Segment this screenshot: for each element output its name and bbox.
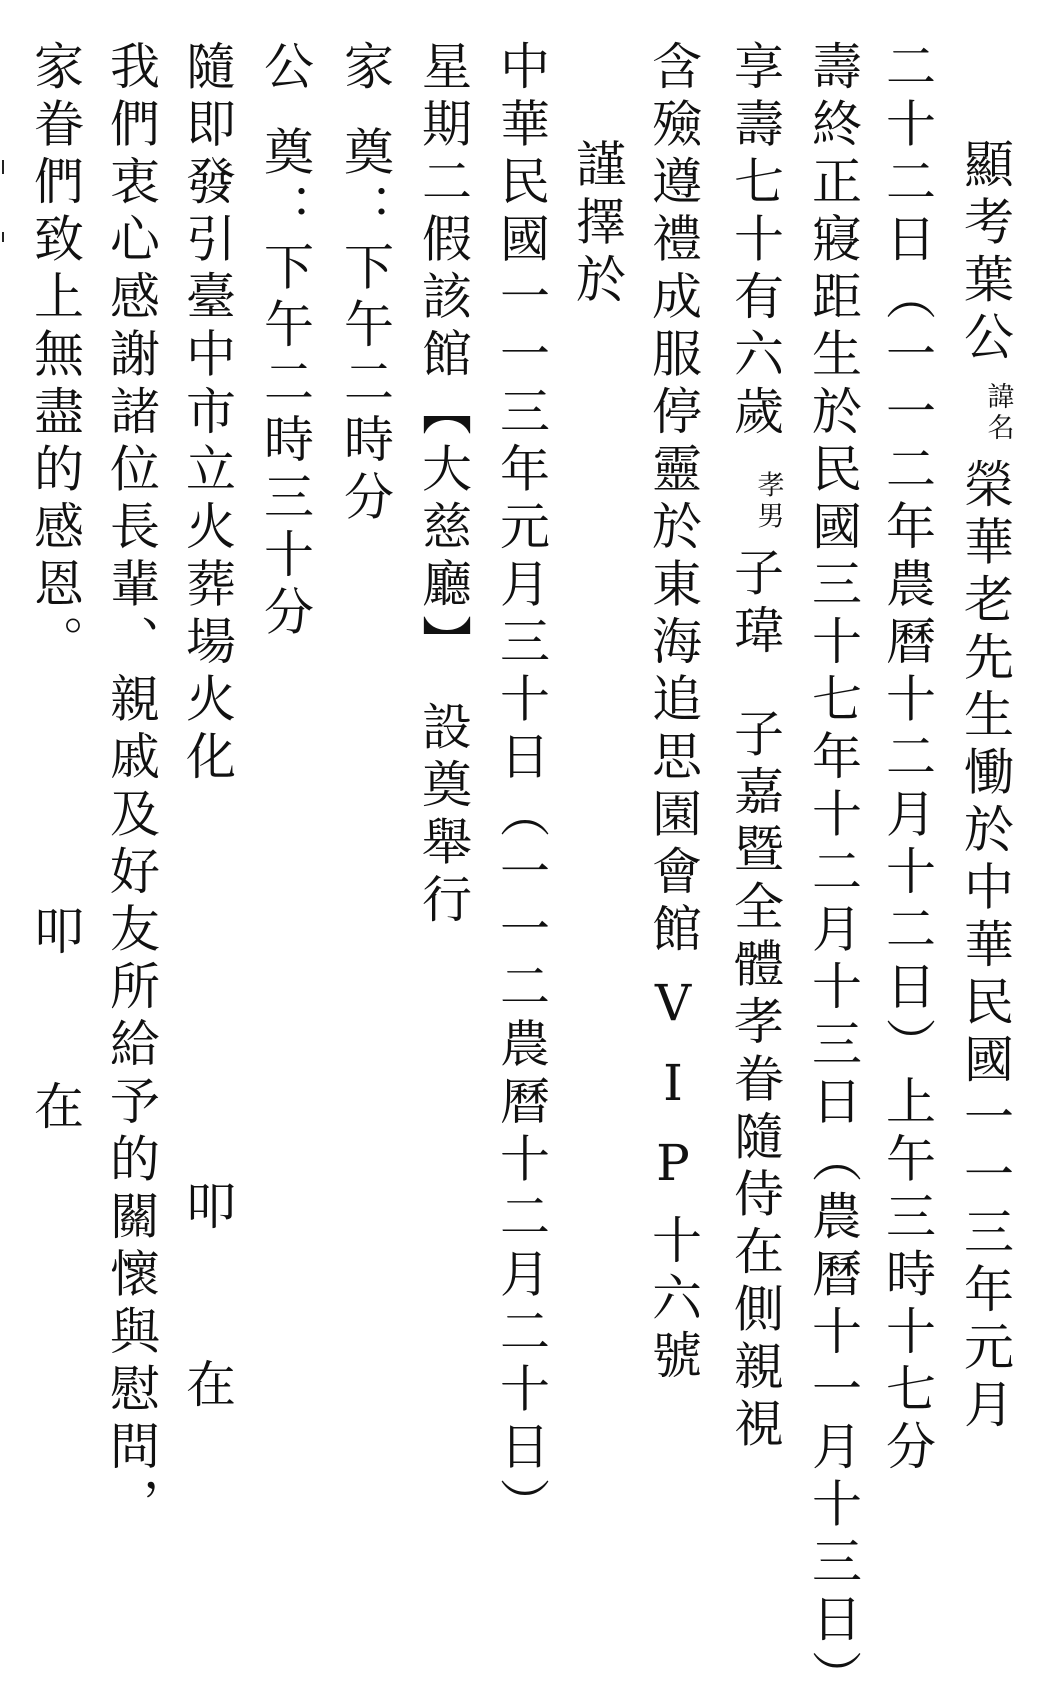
text-column-5: [644, 40, 702, 1387]
age-line: 享壽七十有六歲: [726, 40, 784, 443]
text-column-6: [568, 138, 626, 311]
edge-mark: [2, 232, 4, 242]
kowtow-mark-2: [26, 905, 84, 963]
text-column-4: [726, 40, 784, 1455]
hall-number: 十六號: [644, 1214, 702, 1387]
death-date-time: 二十二日（一一二年農曆十二月十二日）上午三時十七分: [878, 40, 936, 1478]
text-column-3: [804, 40, 862, 1708]
encoffining-line: 含殮遵禮成服停靈於東海追思園會館: [644, 40, 702, 960]
thanks-line: 我們衷心感謝諸位長輩、親戚及好友所給予的關懷與慰問，: [102, 40, 160, 1535]
respectfully-chosen: 謹擇於: [568, 138, 626, 311]
text-column-11: [178, 40, 236, 788]
family-rite-time: 奠：下午二時分: [336, 125, 394, 528]
edge-mark: [2, 160, 4, 174]
present-mark-2: [26, 1080, 84, 1138]
public-rite-time: 奠：下午二時三十分: [256, 125, 314, 643]
son-name-2-family: 子嘉暨全體孝眷隨侍在側親視: [726, 707, 784, 1455]
public-rite-label: 公: [256, 40, 314, 98]
venue-line: 星期二假該館: [414, 40, 472, 385]
funeral-date: 中華民國一一三年元月三十日（一一二農曆十二月二十日）: [492, 40, 550, 1535]
kowtow-1: 叩: [178, 1180, 236, 1238]
gratitude-line: 家眷們致上無盡的感恩。: [26, 40, 84, 673]
text-column-2: [878, 40, 936, 1478]
ceremony-held: 設奠舉行: [414, 700, 472, 931]
text-column-12: [102, 40, 160, 1535]
kowtow-mark-1: [178, 1180, 236, 1238]
son-name-1: 子瑋: [726, 546, 784, 662]
text-column-1: [956, 138, 1014, 1436]
filial-son-annotation: 孝男: [752, 470, 784, 533]
vip-label: VIP: [644, 974, 702, 1214]
family-rite-label: 家: [336, 40, 394, 98]
text-column-9: [336, 40, 394, 528]
kowtow-2: 叩: [26, 905, 84, 963]
birth-date: 壽終正寢距生於民國三十七年十二月十三日（農曆十一月十三日）: [804, 40, 862, 1708]
present-1: 在: [178, 1358, 236, 1416]
text-column-7: [492, 40, 550, 1535]
text-column-10: [256, 40, 314, 643]
text-column-8: [414, 40, 472, 931]
deceased-name-date: 榮華老先生慟於中華民國一一三年元月: [956, 458, 1014, 1436]
deceased-title: 顯考葉公: [956, 138, 1014, 368]
present-mark-1: [178, 1358, 236, 1416]
name-annotation: 諱名: [982, 382, 1014, 444]
hall-name: 【大慈廳】: [414, 385, 472, 673]
text-column-13: [26, 40, 84, 673]
cremation-line: 隨即發引臺中市立火葬場火化: [178, 40, 236, 788]
present-2: 在: [26, 1080, 84, 1138]
